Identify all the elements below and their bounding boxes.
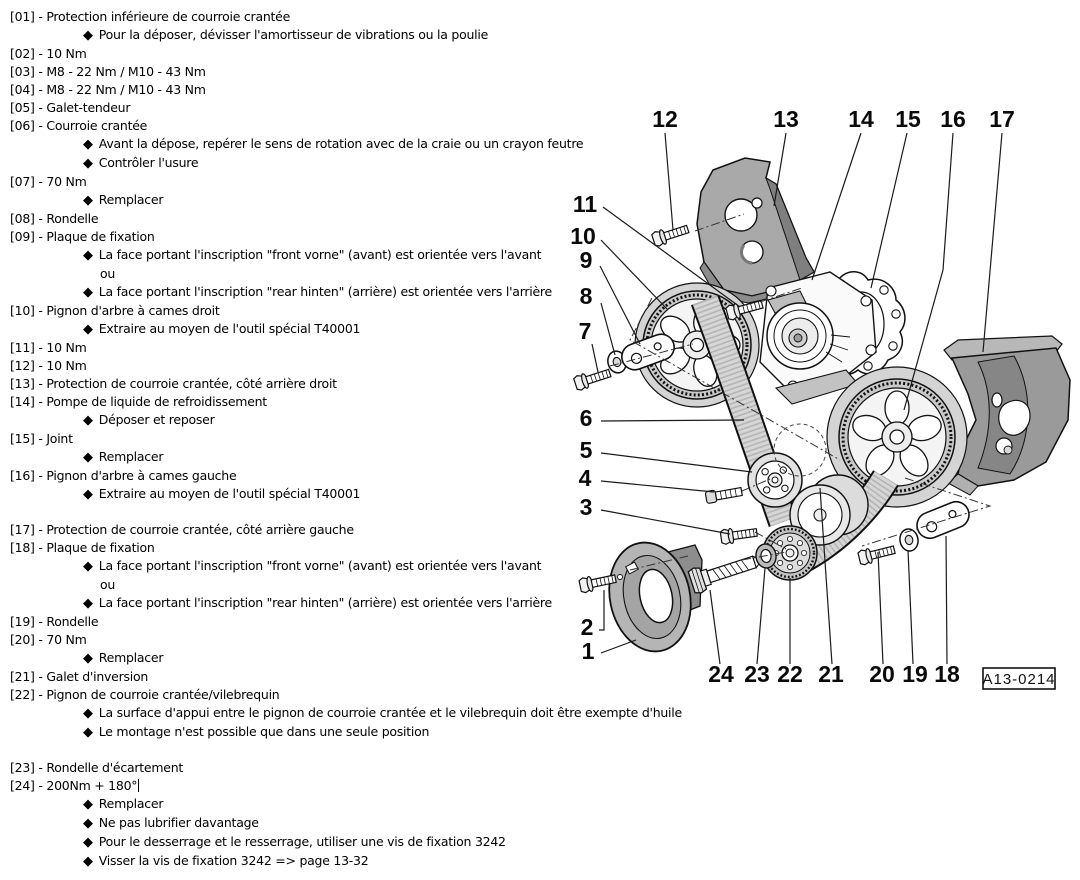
callout-number: 5 xyxy=(579,437,593,463)
legend-item-head: [22] - Pignon de courroie crantée/vilebrequin xyxy=(10,687,280,702)
diamond-bullet-icon: ◆ xyxy=(83,725,93,740)
callout-leader-line xyxy=(946,536,947,664)
callout-leader-line xyxy=(601,510,730,534)
legend-item-head: [20] - 70 Nm xyxy=(10,632,87,647)
vibration-damper xyxy=(599,535,702,659)
legend-note-text: Remplacer xyxy=(98,796,164,811)
legend-note-text: ou xyxy=(100,266,116,281)
legend-note-text: ou xyxy=(100,577,116,592)
legend-item-head: [07] - 70 Nm xyxy=(10,174,87,189)
legend-note-text: Pour la déposer, dévisser l'amortisseur de vibrations ou la poulie xyxy=(98,27,489,42)
legend-item-head: [05] - Galet-tendeur xyxy=(10,100,131,115)
legend-item-head: [03] - M8 - 22 Nm / M10 - 43 Nm xyxy=(10,64,206,79)
legend-note-text: Remplacer xyxy=(98,449,164,464)
callout-number: 20 xyxy=(869,661,895,687)
callout-number: 21 xyxy=(818,661,844,687)
legend-item-head: [10] - Pignon d'arbre à cames droit xyxy=(10,303,220,318)
legend-item-head: [06] - Courroie crantée xyxy=(10,118,148,133)
callout-leader-line xyxy=(665,133,673,230)
callout-number: 12 xyxy=(652,106,678,132)
legend-note-text: La surface d'appui entre le pignon de courroie crantée et le vilebrequin doit être exempte d'huile xyxy=(98,705,682,720)
diamond-bullet-icon: ◆ xyxy=(83,559,93,574)
legend-note-text: La face portant l'inscription "front vorne" (avant) est orientée vers l'avant xyxy=(98,247,542,262)
legend-note-text: Déposer et reposer xyxy=(98,412,215,427)
callout-number: 19 xyxy=(902,661,928,687)
callout-number: 17 xyxy=(989,106,1015,132)
callout-leader-line xyxy=(601,240,667,309)
legend-item-head: [09] - Plaque de fixation xyxy=(10,229,155,244)
legend-item-head: [02] - 10 Nm xyxy=(10,46,87,61)
legend-item-head: [11] - 10 Nm xyxy=(10,340,87,355)
figure-reference-label: A13-0214 xyxy=(982,671,1056,688)
callout-number: 9 xyxy=(579,247,593,273)
diamond-bullet-icon: ◆ xyxy=(83,413,93,428)
legend-item-head: [18] - Plaque de fixation xyxy=(10,540,155,555)
legend-note-text: Ne pas lubrifier davantage xyxy=(98,815,259,830)
callout-leader-line xyxy=(601,640,636,653)
callout-number: 14 xyxy=(848,106,874,132)
callout-leader-line xyxy=(871,133,907,288)
callout-number: 7 xyxy=(578,318,592,344)
legend-item-head: [14] - Pompe de liquide de refroidissement xyxy=(10,394,267,409)
diamond-bullet-icon: ◆ xyxy=(83,487,93,502)
legend-item-head: [24] - 200Nm + 180° xyxy=(10,778,138,793)
diamond-bullet-icon: ◆ xyxy=(83,797,93,812)
diamond-bullet-icon: ◆ xyxy=(83,835,93,850)
legend-note-text: Avant la dépose, repérer le sens de rotation avec de la craie ou un crayon feutre xyxy=(98,136,584,151)
callout-number: 2 xyxy=(580,614,594,640)
callout-number: 3 xyxy=(579,494,593,520)
callout-number: 22 xyxy=(777,661,803,687)
callout-number: 4 xyxy=(578,465,592,491)
legend-note-text: Extraire au moyen de l'outil spécial T40001 xyxy=(98,486,361,501)
callout-number: 15 xyxy=(895,106,921,132)
diamond-bullet-icon: ◆ xyxy=(83,816,93,831)
callout-leader-line xyxy=(908,550,913,664)
diamond-bullet-icon: ◆ xyxy=(83,248,93,263)
diamond-bullet-icon: ◆ xyxy=(83,322,93,337)
diamond-bullet-icon: ◆ xyxy=(83,137,93,152)
bolt-4 xyxy=(705,486,743,504)
figure-reference xyxy=(982,668,1055,689)
callout-leader-line xyxy=(812,133,861,280)
legend-item-head: [01] - Protection inférieure de courroie crantée xyxy=(10,9,291,24)
diamond-bullet-icon: ◆ xyxy=(83,28,93,43)
legend-item-head: [16] - Pignon d'arbre à cames gauche xyxy=(10,468,237,483)
callout-leader-line xyxy=(601,481,714,492)
legend-item-head: [04] - M8 - 22 Nm / M10 - 43 Nm xyxy=(10,82,206,97)
legend-note-text: Remplacer xyxy=(98,192,164,207)
diamond-bullet-icon: ◆ xyxy=(83,156,93,171)
callout-leader-line xyxy=(710,590,720,664)
callout-number: 11 xyxy=(572,191,598,217)
legend-item-head: [08] - Rondelle xyxy=(10,211,99,226)
callout-leader-line xyxy=(878,552,883,664)
callout-leader-line xyxy=(601,303,615,355)
callout-number: 16 xyxy=(940,106,966,132)
callout-leader-line xyxy=(601,453,752,472)
legend-note-text: La face portant l'inscription "rear hinten" (arrière) est orientée vers l'arrière xyxy=(98,595,552,610)
diamond-bullet-icon: ◆ xyxy=(83,596,93,611)
callout-leader-line xyxy=(983,133,1002,352)
legend-item-head: [13] - Protection de courroie crantée, côté arrière droit xyxy=(10,376,337,391)
callout-number: 24 xyxy=(708,661,734,687)
callout-leader-line xyxy=(599,590,604,630)
diamond-bullet-icon: ◆ xyxy=(83,854,93,869)
callout-number: 10 xyxy=(570,223,596,249)
legend-item-head: [12] - 10 Nm xyxy=(10,358,87,373)
diamond-bullet-icon: ◆ xyxy=(83,450,93,465)
callout-leader-line xyxy=(600,266,640,344)
callout-number: 18 xyxy=(934,661,960,687)
callout-leader-line xyxy=(592,344,598,372)
legend-item-head: [15] - Joint xyxy=(10,431,73,446)
legend-note-text: Pour le desserrage et le resserrage, utiliser une vis de fixation 3242 xyxy=(98,834,506,849)
legend-item-head: [19] - Rondelle xyxy=(10,614,99,629)
legend-note-text: Visser la vis de fixation 3242 => page 13-32 xyxy=(98,853,369,868)
legend-note-text: Contrôler l'usure xyxy=(98,155,199,170)
legend-item-head: [17] - Protection de courroie crantée, côté arrière gauche xyxy=(10,522,354,537)
callout-number: 23 xyxy=(744,661,770,687)
callout-number: 6 xyxy=(579,405,593,431)
bolt-12 xyxy=(651,222,690,247)
legend-item-head: [21] - Galet d'inversion xyxy=(10,669,149,684)
callout-leader-line xyxy=(757,568,765,664)
legend-note-text: La face portant l'inscription "rear hinten" (arrière) est orientée vers l'arrière xyxy=(98,284,552,299)
diamond-bullet-icon: ◆ xyxy=(83,285,93,300)
callout-leader-line xyxy=(601,420,744,421)
legend-item-head: [23] - Rondelle d'écartement xyxy=(10,760,184,775)
fixing-plate-18 xyxy=(913,498,973,542)
bolt-3 xyxy=(720,525,758,545)
diamond-bullet-icon: ◆ xyxy=(83,193,93,208)
callout-number: 1 xyxy=(581,638,595,664)
legend-note-text: Remplacer xyxy=(98,650,164,665)
callout-number: 8 xyxy=(579,283,593,309)
bolt-7 xyxy=(573,366,612,391)
legend-note-text: Le montage n'est possible que dans une seule position xyxy=(98,724,430,739)
diamond-bullet-icon: ◆ xyxy=(83,651,93,666)
callout-number: 13 xyxy=(773,106,799,132)
diamond-bullet-icon: ◆ xyxy=(83,706,93,721)
legend-note-text: La face portant l'inscription "front vorne" (avant) est orientée vers l'avant xyxy=(98,558,542,573)
legend-note-text: Extraire au moyen de l'outil spécial T40001 xyxy=(98,321,361,336)
